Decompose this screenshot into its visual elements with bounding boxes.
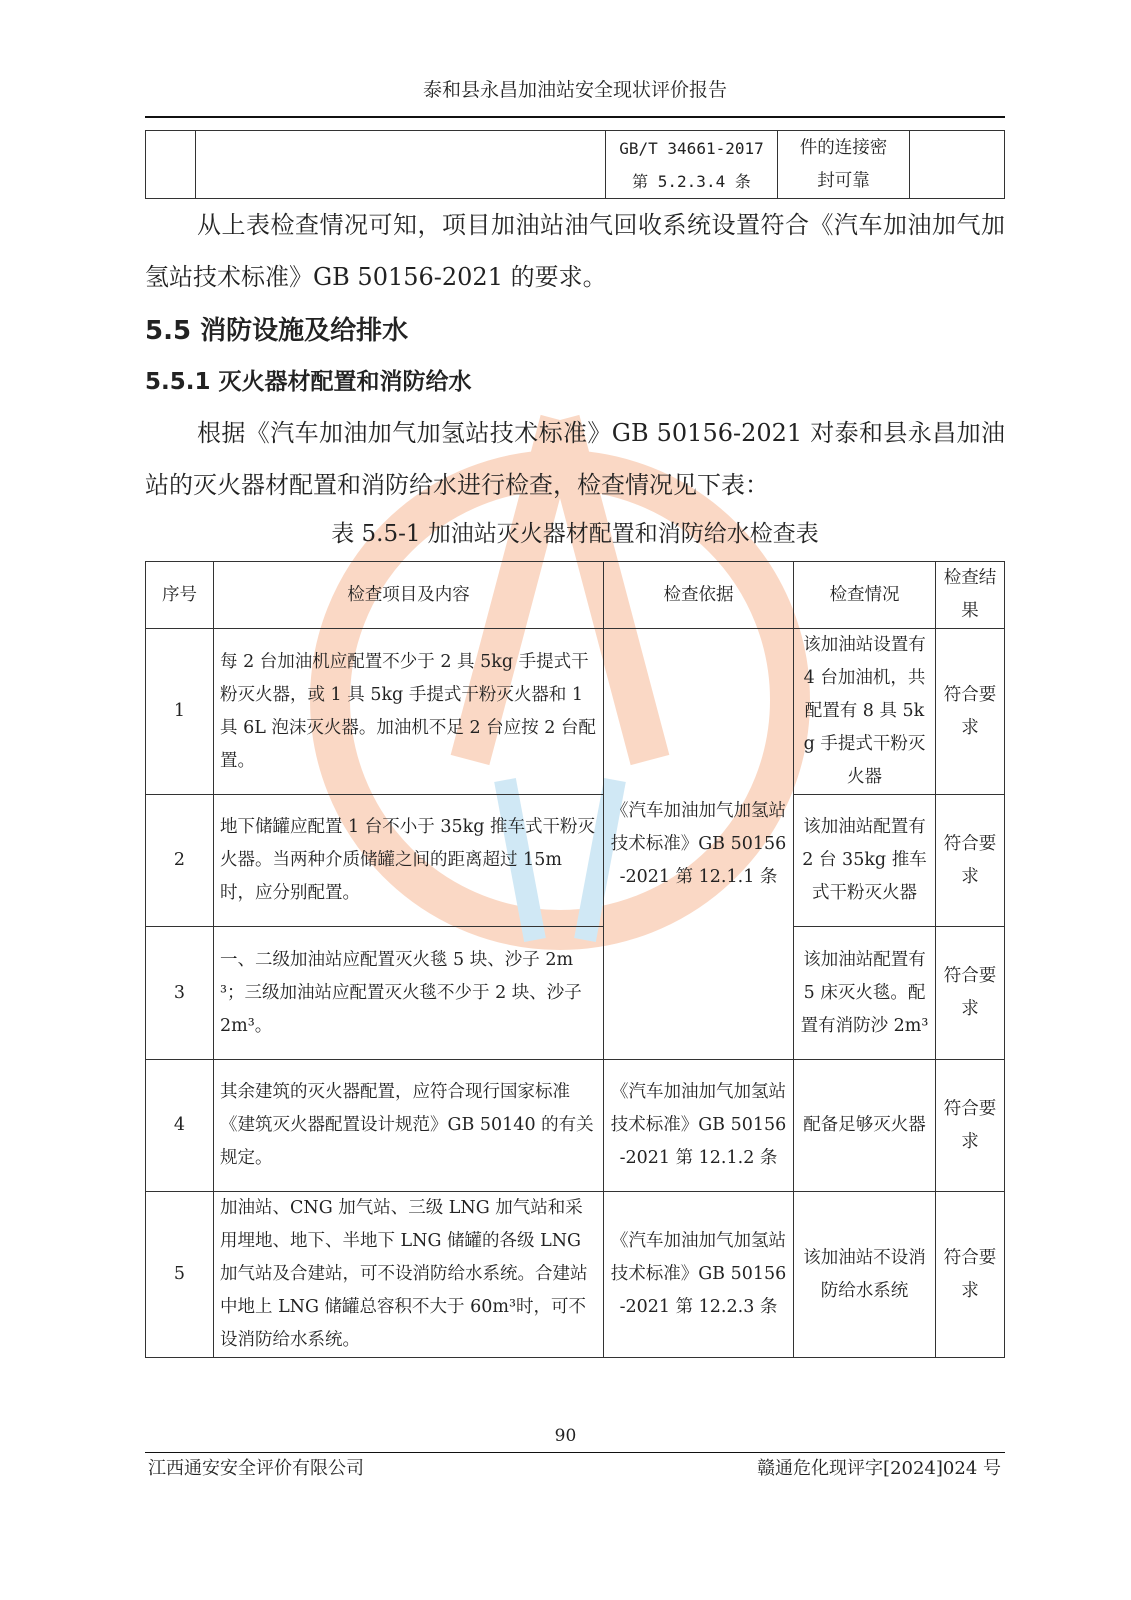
- table-header-row: [146, 562, 1005, 629]
- cell-situation: 该加油站配置有 5 床灭火毯。配置有消防沙 2m³: [794, 927, 936, 1060]
- paragraph-conclusion: 从上表检查情况可知，项目加油站油气回收系统设置符合《汽车加油加气加氢站技术标准》GB 50156-2021 的要求。: [145, 211, 1005, 291]
- cell-no: 2: [146, 795, 214, 927]
- header-item: 检查项目及内容: [214, 562, 604, 629]
- cell-item: 加油站、CNG 加气站、三级 LNG 加气站和采用埋地、地下、半地下 LNG 储罐的各级 LNG 加气站及合建站，可不设消防给水系统。合建站中地上 LNG 储罐总容积不大于 60m³时，可不设消防给水系统。: [214, 1192, 604, 1358]
- cell-situation: [778, 131, 910, 199]
- cell-item: 一、二级加油站应配置灭火毯 5 块、沙子 2m³；三级加油站应配置灭火毯不少于 2 块、沙子 2m³。: [214, 927, 604, 1060]
- cell-result: 符合要求: [936, 795, 1005, 927]
- situation-line: 件的连接密: [799, 137, 888, 158]
- cell-item: 每 2 台加油机应配置不少于 2 具 5kg 手提式干粉灭火器，或 1 具 5kg 手提式干粉灭火器和 1 具 6L 泡沫灭火器。加油机不足 2 台应按 2 台配置。: [214, 629, 604, 795]
- cell-no: 5: [146, 1192, 214, 1358]
- table-row: [146, 629, 1005, 795]
- cell-basis: 《汽车加油加气加氢站技术标准》GB 50156-2021 第 12.1.1 条: [604, 629, 794, 1060]
- page-header-title: 泰和县永昌加油站安全现状评价报告: [422, 79, 727, 101]
- table-row: [146, 927, 1005, 1060]
- header-rule: [145, 116, 1005, 118]
- cell-situation: 配备足够灭火器: [794, 1060, 936, 1192]
- cell-result: 符合要求: [936, 1060, 1005, 1192]
- cell-result: 符合要求: [936, 629, 1005, 795]
- cell-situation: 该加油站配置有 2 台 35kg 推车式干粉灭火器: [794, 795, 936, 927]
- section-heading: 5.5 消防设施及给排水: [145, 316, 409, 346]
- header-situation: 检查情况: [794, 562, 936, 629]
- table-row: [146, 795, 1005, 927]
- cell-result: 符合要求: [936, 1192, 1005, 1358]
- cell-no: 3: [146, 927, 214, 1060]
- cell-situation: 该加油站设置有 4 台加油机，共配置有 8 具 5kg 手提式干粉灭火器: [794, 629, 936, 795]
- situation-line: 封可靠: [817, 170, 870, 191]
- subsection-heading: 5.5.1 灭火器材配置和消防给水: [145, 369, 472, 395]
- header-basis: 检查依据: [604, 562, 794, 629]
- basis-line: GB/T 34661-2017: [619, 138, 764, 158]
- cell-no: 4: [146, 1060, 214, 1192]
- footer-doc-number: 赣通危化现评字[2024]024 号: [757, 1458, 1001, 1479]
- footer-company: 江西通安安全评价有限公司: [148, 1458, 364, 1479]
- paragraph-intro: 根据《汽车加油加气加氢站技术标准》GB 50156-2021 对泰和县永昌加油站的灭火器材配置和消防给水进行检查，检查情况见下表：: [145, 419, 1005, 499]
- header-no: 序号: [146, 562, 214, 629]
- cell-empty: [196, 131, 606, 199]
- cell-basis: 《汽车加油加气加氢站技术标准》GB 50156-2021 第 12.1.2 条: [604, 1060, 794, 1192]
- cell-empty: [146, 131, 196, 199]
- cell-basis: [606, 131, 778, 199]
- table-caption: 表 5.5-1 加油站灭火器材配置和消防给水检查表: [331, 521, 819, 547]
- table-row: [146, 1192, 1005, 1358]
- page-number: 90: [554, 1426, 577, 1446]
- cell-no: 1: [146, 629, 214, 795]
- table-row: [146, 1060, 1005, 1192]
- page-content: [145, 74, 1005, 1358]
- cell-item: 地下储罐应配置 1 台不小于 35kg 推车式干粉灭火器。当两种介质储罐之间的距离超过 15m 时，应分别配置。: [214, 795, 604, 927]
- cell-empty: [910, 131, 1005, 199]
- header-result: 检查结果: [936, 562, 1005, 629]
- cell-basis: 《汽车加油加气加氢站技术标准》GB 50156-2021 第 12.2.3 条: [604, 1192, 794, 1358]
- footer-rule: [145, 1452, 1005, 1453]
- basis-line: 第 5.2.3.4 条: [632, 171, 751, 191]
- cell-item: 其余建筑的灭火器配置，应符合现行国家标准《建筑灭火器配置设计规范》GB 50140 的有关规定。: [214, 1060, 604, 1192]
- cell-situation: 该加油站不设消防给水系统: [794, 1192, 936, 1358]
- cell-result: 符合要求: [936, 927, 1005, 1060]
- previous-table-fragment: [145, 130, 1005, 199]
- inspection-table: [145, 561, 1005, 1358]
